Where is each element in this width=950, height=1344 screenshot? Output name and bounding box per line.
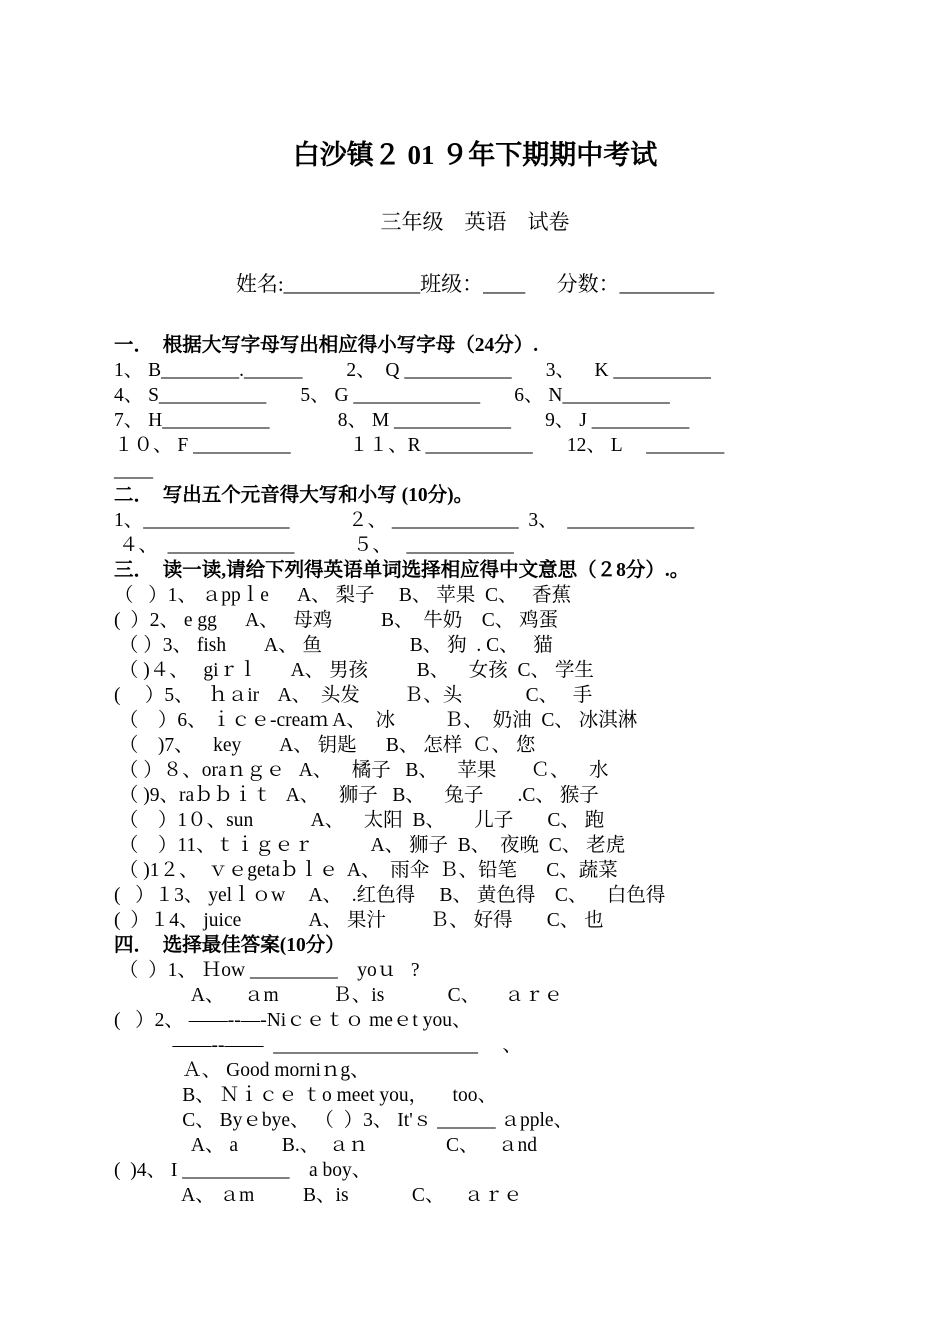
exam-line: A、 ａm Ｂ、is C、 ａｒｅ	[114, 985, 564, 1006]
exam-line: １０、 F __________ １１、R ___________ 12、 L ________	[114, 435, 725, 456]
exam-line: （ ）3、 fish A、 鱼 B、 狗 . C、 猫	[114, 635, 553, 656]
exam-line: 4、 S___________ 5、 G _____________ 6、 N___________	[114, 385, 670, 406]
exam-line: （ ）８、oraｎｇｅ A、 橘子 B、 苹果 Ｃ、 水	[114, 760, 609, 781]
exam-line: ____	[114, 460, 153, 481]
section-heading: 一． 根据大写字母写出相应得小写字母（24分）.	[114, 335, 539, 356]
exam-line: （ ）1、 ａppｌe A、 梨子 B、 苹果 C、 香蕉	[114, 585, 572, 606]
exam-line: （ ）11、ｔｉｇｅｒ A、 狮子 B、 夜晚 C、 老虎	[114, 835, 626, 856]
page-subtitle: 三年级 英语 试卷	[380, 210, 570, 234]
exam-line: 7、 H___________ 8、 M ____________ 9、 J __________	[114, 410, 690, 431]
exam-line: 1、_______________ ２、 _____________ 3、 _____________	[114, 510, 695, 531]
exam-line: （ ）6、 ｉｃｅ-creaｍ A、 冰 Ｂ、 奶油 C、 冰淇淋	[114, 710, 638, 731]
exam-line: ——--—— _____________________ 、	[114, 1035, 522, 1056]
exam-line: A、 a B.、 ａｎ C、 ａnd	[114, 1135, 538, 1156]
exam-line: （ ）1、 Ｈow _________ yoｕ ?	[114, 960, 420, 981]
exam-line: （ )1２、 ｖｅgetaｂｌｅ A、 雨伞 Ｂ、铅笔 C、蔬菜	[114, 860, 618, 881]
exam-line: 1、 B________.______ 2、 Q ___________ 3、 K __________	[114, 360, 711, 381]
section-heading: 三． 读一读,请给下列得英语单词选择相应得中文意思（２8分）.。	[114, 560, 690, 581]
student-info-line: 姓名:_____________班级：____ 分数：_________	[235, 272, 715, 296]
section-heading: 二． 写出五个元音得大写和小写 (10分)。	[114, 485, 474, 506]
exam-line: （ )４、 giｒｌ A、 男孩 B、 女孩 C、 学生	[114, 660, 594, 681]
exam-line: ( ）１3、 yelｌｏw A、 .红色得 B、 黄色得 C、 白色得	[114, 885, 666, 906]
exam-line: ４、 _____________ ５、 ___________	[114, 535, 514, 556]
exam-line: （ ）1０、sun A、 太阳 B、 儿子 C、 跑	[114, 810, 605, 831]
exam-line: ( ）5、 ｈａir A、 头发 Ｂ、头 C、 手	[114, 685, 593, 706]
exam-line: ( ）2、 ——--—-Niｃｅｔｏ meｅt you、	[114, 1010, 472, 1031]
exam-line: ( ）2、 e gg A、 母鸡 B、 牛奶 C、 鸡蛋	[114, 610, 559, 631]
exam-line: B、 Ｎｉｃｅ ｔo meet you， too、	[114, 1085, 497, 1106]
section-heading: 四． 选择最佳答案(10分）	[114, 935, 345, 956]
exam-line: A、 ａm B、is C、 ａｒｅ	[114, 1185, 523, 1206]
exam-line: ( )4、 I ___________ a boy、	[114, 1160, 372, 1181]
exam-line: Ａ、 Good morniｎg、	[114, 1060, 370, 1081]
exam-line: （ )7、 key A、 钥匙 B、 怎样 Ｃ、 您	[114, 735, 536, 756]
exam-line: （ )9、raｂｂｉｔ A、 狮子 B、 兔子 .C、 猴子	[114, 785, 599, 806]
exam-line: C、 Byｅbye、 （ ）3、 It'ｓ ______ ａpple、	[114, 1110, 574, 1131]
exam-line: ( ）１4、 juice A、 果汁 Ｂ、 好得 C、 也	[114, 910, 604, 931]
page-title: 白沙镇２ 01 ９年下期期中考试	[292, 140, 658, 170]
